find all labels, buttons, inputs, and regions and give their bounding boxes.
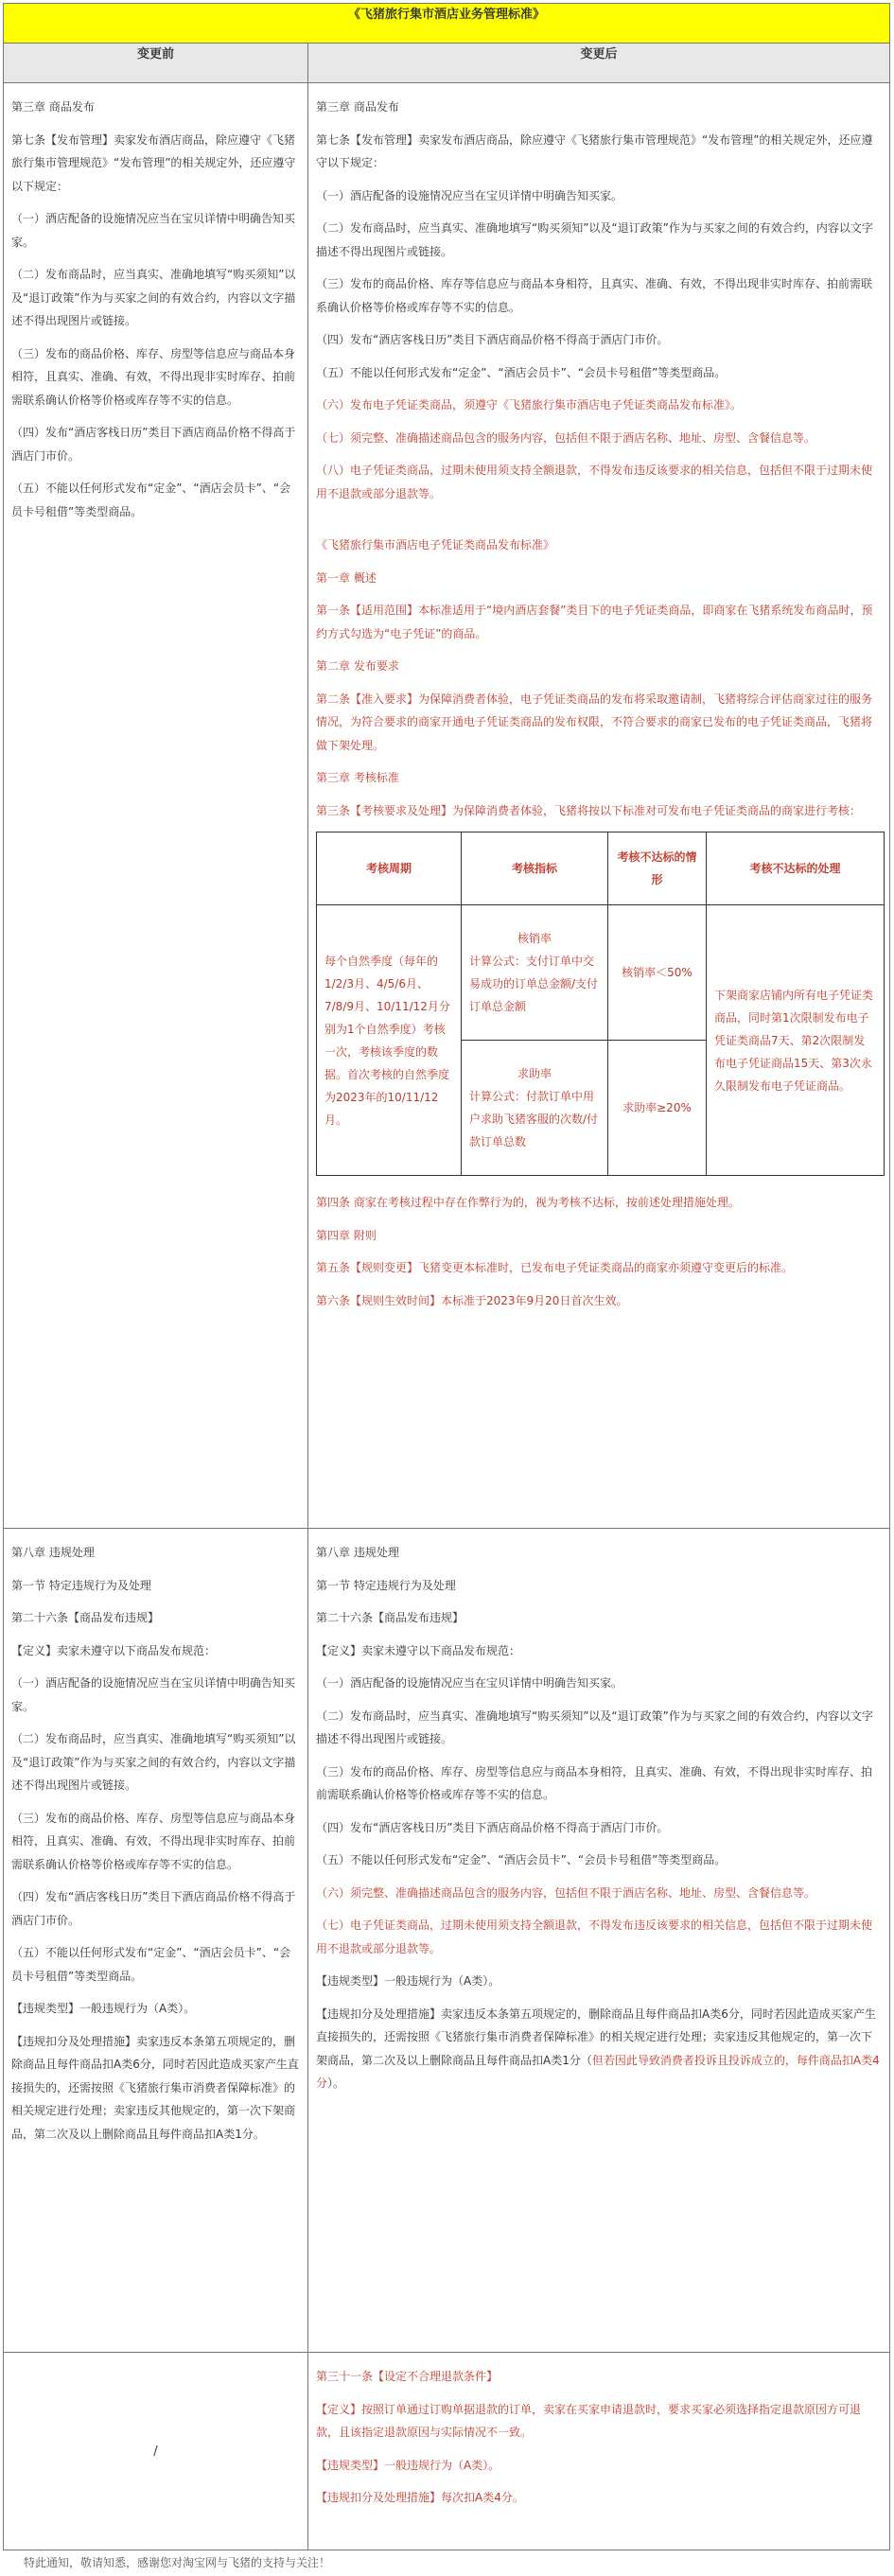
assessment-condition: 求助率≥20% xyxy=(608,1041,707,1176)
paragraph: （一）酒店配备的设施情况应当在宝贝详情中明确告知买家。 xyxy=(316,188,623,202)
penalty-paragraph xyxy=(316,2003,882,2095)
header-row xyxy=(4,44,890,83)
paragraph: （二）发布商品时，应当真实、准确地填写“购买须知”以及“退订政策”作为与买家之间的有效合约，内容以文字描述不得出现图片或链接。 xyxy=(316,1709,873,1745)
paragraph: 【违规类型】一般违规行为（A类）。 xyxy=(316,1974,500,1988)
paragraph: （一）酒店配备的设施情况应当在宝贝详情中明确告知买家。 xyxy=(316,1676,623,1690)
chapter-heading: 第三章 考核标准 xyxy=(316,771,399,784)
paragraph: （四）发布“酒店客栈日历”类目下酒店商品价格不得高于酒店门市价。 xyxy=(316,333,669,346)
before-cell-2 xyxy=(4,1529,308,2353)
chapter-heading: 第二章 发布要求 xyxy=(316,659,399,673)
paragraph: 【违规扣分及处理措施】卖家违反本条第五项规定的，删除商品且每件商品扣A类6分，同时若因此造成买家产生直接损失的，还需按照《飞猪旅行集市消费者保障标准》的相关规定进行处理；卖家违反其他规定的，第一次下架商品，第二次及以上删除商品且每件商品扣A类1分。 xyxy=(11,2034,299,2141)
assessment-period: 每个自然季度（每年的1/2/3月、4/5/6月、7/8/9月、10/11/12月分别为1个自然季度）考核一次，考核该季度的数据。首次考核的自然季度为2023年的10/11/12月。 xyxy=(317,905,462,1176)
paragraph: 第七条【发布管理】卖家发布酒店商品，除应遵守《飞猪旅行集市管理规范》“发布管理”的相关规定外，还应遵守以下规定： xyxy=(316,132,873,169)
paragraph: 第一节 特定违规行为及处理 xyxy=(11,1578,151,1592)
paragraph: （一）酒店配备的设施情况应当在宝贝详情中明确告知买家。 xyxy=(11,212,296,249)
paragraph: 第八章 违规处理 xyxy=(11,1546,95,1559)
paragraph: （二）发布商品时，应当真实、准确地填写“购买须知”以及“退订政策”作为与买家之间的有效合约，内容以文字描述不得出现图片或链接。 xyxy=(11,268,296,327)
paragraph: （五）不能以任何形式发布“定金”、“酒店会员卡”、“会员卡号租借”等类型商品。 xyxy=(11,1946,291,1983)
after-cell-1 xyxy=(308,83,890,1529)
paragraph: （二）发布商品时，应当真实、准确地填写“购买须知”以及“退订政策”作为与买家之间的有效合约，内容以文字描述不得出现图片或链接。 xyxy=(11,1732,296,1792)
before-cell-1 xyxy=(4,83,308,1529)
section-violations xyxy=(4,1529,890,2353)
section-goods-publish xyxy=(4,83,890,1529)
assessment-header: 考核不达标的处理 xyxy=(707,832,885,905)
penalty-text-added: 但若因此导致消费者投诉且投诉成立的，每件商品扣A类4分 xyxy=(316,2053,880,2090)
paragraph: （三）发布的商品价格、库存、房型等信息应与商品本身相符，且真实、准确、有效，不得出现非实时库存、拍前需联系确认价格等价格或库存等不实的信息。 xyxy=(316,1764,873,1801)
paragraph-added: 第四条 商家在考核过程中存在作弊行为的，视为考核不达标，按前述处理措施处理。 xyxy=(316,1196,740,1209)
paragraph-added: 【违规扣分及处理措施】每次扣A类4分。 xyxy=(316,2491,524,2504)
paragraph: 第三章 商品发布 xyxy=(316,100,399,114)
after-cell-2 xyxy=(308,1529,890,2353)
assessment-row xyxy=(317,905,885,1041)
paragraph-added: （八）电子凭证类商品，过期未使用须支持全额退款，不得发布违反该要求的相关信息，包括但不限于过期未使用不退款或部分退款等。 xyxy=(316,464,873,500)
metric-formula: 计算公式：支付订单中交易成功的订单总金额/支付订单总金额 xyxy=(469,955,599,1013)
chapter-heading: 第一章 概述 xyxy=(316,570,377,585)
assessment-header: 考核不达标的情形 xyxy=(608,832,707,905)
paragraph-added: （七）须完整、准确描述商品包含的服务内容，包括但不限于酒店名称、地址、房型、含餐信息等。 xyxy=(316,430,816,445)
paragraph: 第二十六条【商品发布违规】 xyxy=(11,1611,160,1624)
assessment-condition: 核销率＜50% xyxy=(608,905,707,1041)
assessment-header: 考核指标 xyxy=(462,832,608,905)
paragraph: （五）不能以任何形式发布“定金”、“酒店会员卡”、“会员卡号租借”等类型商品。 xyxy=(316,365,727,379)
paragraph: （三）发布的商品价格、库存、房型等信息应与商品本身相符，且真实、准确、有效，不得出现非实时库存、拍前需联系确认价格等价格或库存等不实的信息。 xyxy=(11,1811,296,1871)
title-row xyxy=(4,4,890,44)
paragraph: 第三章 商品发布 xyxy=(11,100,95,114)
paragraph: （四）发布“酒店客栈日历”类目下酒店商品价格不得高于酒店门市价。 xyxy=(11,426,296,463)
paragraph: （一）酒店配备的设施情况应当在宝贝详情中明确告知买家。 xyxy=(11,1676,296,1713)
assessment-handling: 下架商家店铺内所有电子凭证类商品，同时第1次限制发布电子凭证类商品7天、第2次限制发布电子凭证商品15天、第3次永久限制发布电子凭证商品。 xyxy=(707,905,885,1176)
paragraph-added: （六）发布电子凭证类商品，须遵守《飞猪旅行集市酒店电子凭证类商品发布标准》。 xyxy=(316,398,743,412)
assessment-header-row xyxy=(317,832,885,905)
metric-name: 核销率 xyxy=(517,932,552,945)
paragraph-added: 【定义】按照订单通过订购单据退款的订单，卖家在买家申请退款时，要求买家必须选择指定退款原因方可退款，且该指定退款原因与实际情况不一致。 xyxy=(316,2402,862,2439)
paragraph-added: 【违规类型】一般违规行为（A类）。 xyxy=(316,2458,500,2472)
paragraph: （三）发布的商品价格、库存、房型等信息应与商品本身相符，且真实、准确、有效，不得出现非实时库存、拍前需联系确认价格等价格或库存等不实的信息。 xyxy=(11,346,296,407)
paragraph-added: 第三条【考核要求及处理】为保障消费者体验，飞猪将按以下标准对可发布电子凭证类商品的商家进行考核： xyxy=(316,803,862,817)
paragraph-added: 第五条【规则变更】飞猪变更本标准时，已发布电子凭证类商品的商家亦须遵守变更后的标准。 xyxy=(316,1261,794,1274)
paragraph: 第二十六条【商品发布违规】 xyxy=(316,1611,465,1624)
paragraph-added: （六）须完整、准确描述商品包含的服务内容，包括但不限于酒店名称、地址、房型、含餐信息等。 xyxy=(316,1885,816,1900)
document xyxy=(3,3,889,2550)
penalty-text: 【违规扣分及处理措施】卖家违反本条第五项规定的，删除商品且每件商品扣A类6分，同时若因此造成买家产生直接损失的，还需按照《飞猪旅行集市消费者保障标准》的相关规定进行处理；卖家违反其他规定的，第一次下架商品，第二次及以上删除商品且每件商品扣A类1分（ xyxy=(316,2006,876,2067)
after-cell-3 xyxy=(308,2353,890,2550)
paragraph-added: 第三十一条【设定不合理退款条件】 xyxy=(316,2370,499,2383)
paragraph: 【定义】卖家未遵守以下商品发布规范： xyxy=(316,1643,521,1657)
paragraph: （五）不能以任何形式发布“定金”、“酒店会员卡”、“会员卡号租借”等类型商品。 xyxy=(11,482,291,518)
paragraph-added: （七）电子凭证类商品，过期未使用须支持全额退款，不得发布违反该要求的相关信息，包括但不限于过期未使用不退款或部分退款等。 xyxy=(316,1919,873,1955)
penalty-text-end: ）。 xyxy=(327,2077,345,2090)
standard-title: 《飞猪旅行集市酒店电子凭证类商品发布标准》 xyxy=(316,538,555,552)
paragraph: 【违规类型】一般违规行为（A类）。 xyxy=(11,2002,196,2015)
paragraph: （四）发布“酒店客栈日历”类目下酒店商品价格不得高于酒店门市价。 xyxy=(316,1820,669,1834)
paragraph: （五）不能以任何形式发布“定金”、“酒店会员卡”、“会员卡号租借”等类型商品。 xyxy=(316,1853,727,1866)
assessment-header: 考核周期 xyxy=(317,832,462,905)
metric-name: 求助率 xyxy=(517,1067,552,1080)
header-before: 变更前 xyxy=(4,44,308,83)
paragraph: （三）发布的商品价格、库存等信息应与商品本身相符，且真实、准确、有效，不得出现非实时库存、拍前需联系确认价格等价格或库存等不实的信息。 xyxy=(316,277,873,314)
metric-formula: 计算公式：付款订单中用户求助飞猪客服的次数/付款订单总数 xyxy=(469,1090,599,1148)
paragraph-added: 第二条【准入要求】为保障消费者体验，电子凭证类商品的发布将采取邀请制，飞猪将综合评估商家过往的服务情况，为符合要求的商家开通电子凭证类商品的发布权限，不符合要求的商家已发布的电子凭证类商品，飞猪将做下架处理。 xyxy=(316,692,873,752)
paragraph-added: 第一条【适用范围】本标准适用于“境内酒店套餐”类目下的电子凭证类商品，即商家在飞猪系统发布商品时，预约方式勾选为“电子凭证”的商品。 xyxy=(316,604,873,640)
footer-note: 特此通知，敬请知悉，感谢您对淘宝网与飞猪的支持与关注！ xyxy=(24,2556,331,2569)
assessment-metric xyxy=(462,1041,608,1176)
paragraph: 第一节 特定违规行为及处理 xyxy=(316,1578,456,1592)
paragraph: （二）发布商品时，应当真实、准确地填写“购买须知”以及“退订政策”作为与买家之间的有效合约，内容以文字描述不得出现图片或链接。 xyxy=(316,221,873,258)
section-refund xyxy=(4,2353,890,2550)
document-title: 《飞猪旅行集市酒店业务管理标准》 xyxy=(4,4,890,44)
paragraph-added: 第六条【规则生效时间】本标准于2023年9月20日首次生效。 xyxy=(316,1293,628,1307)
before-cell-3: / xyxy=(4,2353,308,2550)
comparison-table xyxy=(3,3,890,2550)
paragraph: 第八章 违规处理 xyxy=(316,1546,399,1559)
paragraph: 第七条【发布管理】卖家发布酒店商品，除应遵守《飞猪旅行集市管理规范》“发布管理”的相关规定外，还应遵守以下规定： xyxy=(11,132,296,193)
assessment-metric xyxy=(462,905,608,1041)
paragraph: （四）发布“酒店客栈日历”类目下酒店商品价格不得高于酒店门市价。 xyxy=(11,1890,296,1927)
assessment-table xyxy=(316,832,885,1176)
paragraph: 【定义】卖家未遵守以下商品发布规范： xyxy=(11,1643,217,1657)
chapter-heading: 第四章 附则 xyxy=(316,1228,377,1242)
header-after: 变更后 xyxy=(308,44,890,83)
